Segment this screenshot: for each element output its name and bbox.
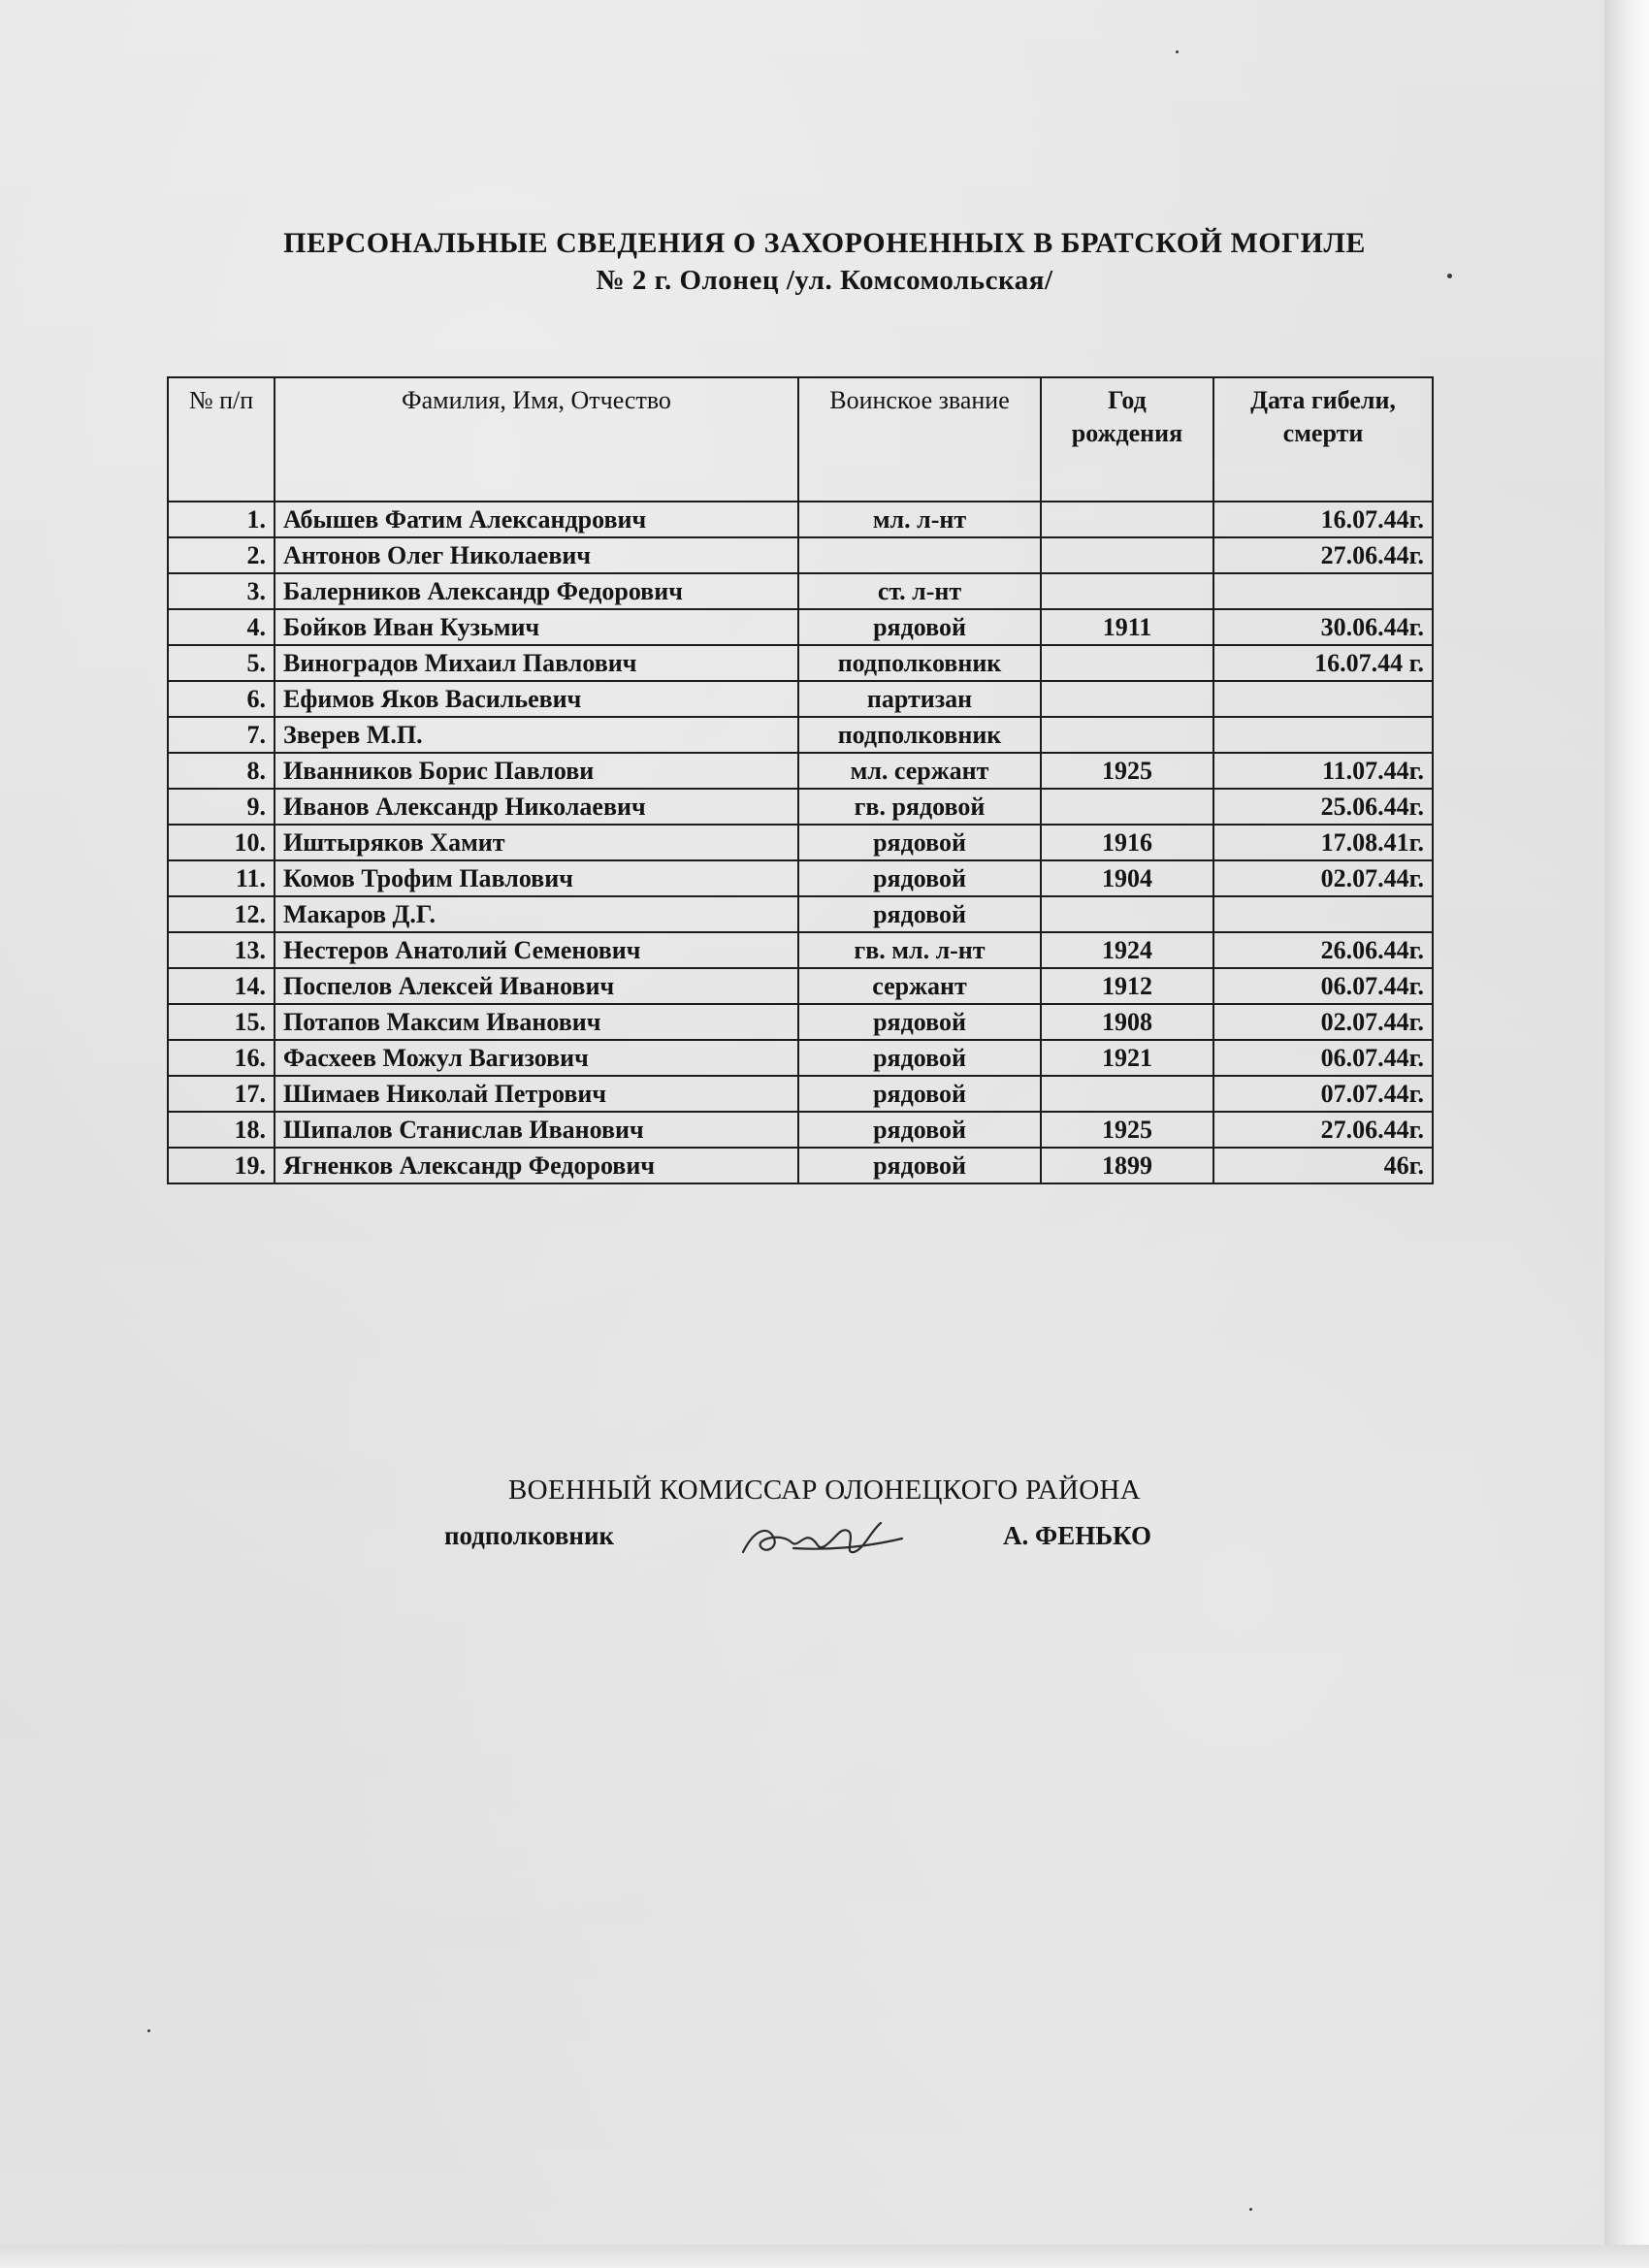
cell-num: 9.	[168, 789, 275, 825]
cell-year	[1041, 645, 1213, 681]
header-death: Дата гибели, смерти	[1213, 377, 1433, 502]
cell-rank: рядовой	[798, 609, 1041, 645]
cell-rank	[798, 537, 1041, 573]
cell-name: Нестеров Анатолий Семенович	[275, 932, 798, 968]
cell-rank: рядовой	[798, 1040, 1041, 1076]
cell-name: Виноградов Михаил Павлович	[275, 645, 798, 681]
cell-year: 1912	[1041, 968, 1213, 1004]
cell-year: 1925	[1041, 1112, 1213, 1148]
cell-rank: гв. рядовой	[798, 789, 1041, 825]
table-header-row	[168, 377, 1433, 502]
table-row	[168, 789, 1433, 825]
cell-rank: сержант	[798, 968, 1041, 1004]
cell-death	[1213, 573, 1433, 609]
cell-death: 02.07.44г.	[1213, 1004, 1433, 1040]
cell-year: 1921	[1041, 1040, 1213, 1076]
header-year: Год рождения	[1041, 377, 1213, 502]
cell-rank: рядовой	[798, 1148, 1041, 1183]
cell-death	[1213, 717, 1433, 753]
scan-edge-right	[1604, 0, 1649, 2268]
cell-num: 16.	[168, 1040, 275, 1076]
cell-num: 10.	[168, 825, 275, 860]
cell-death: 06.07.44г.	[1213, 968, 1433, 1004]
cell-num: 8.	[168, 753, 275, 789]
table-row	[168, 968, 1433, 1004]
table-row	[168, 573, 1433, 609]
cell-death	[1213, 896, 1433, 932]
cell-name: Зверев М.П.	[275, 717, 798, 753]
cell-rank: мл. л-нт	[798, 502, 1041, 537]
cell-death: 16.07.44г.	[1213, 502, 1433, 537]
cell-name: Шипалов Станислав Иванович	[275, 1112, 798, 1148]
header-name: Фамилия, Имя, Отчество	[275, 377, 798, 502]
cell-num: 6.	[168, 681, 275, 717]
cell-rank: подполковник	[798, 645, 1041, 681]
scan-speck	[147, 2029, 150, 2032]
cell-year: 1904	[1041, 860, 1213, 896]
cell-num: 4.	[168, 609, 275, 645]
cell-name: Балерников Александр Федорович	[275, 573, 798, 609]
signature-rank: подполковник	[444, 1521, 615, 1550]
cell-year: 1908	[1041, 1004, 1213, 1040]
scan-speck	[1447, 274, 1452, 278]
cell-death	[1213, 681, 1433, 717]
cell-year	[1041, 1076, 1213, 1112]
cell-death: 27.06.44г.	[1213, 1112, 1433, 1148]
cell-num: 18.	[168, 1112, 275, 1148]
cell-name: Бойков Иван Кузьмич	[275, 609, 798, 645]
table-row	[168, 717, 1433, 753]
title-line-2: № 2 г. Олонец /ул. Комсомольская/	[596, 265, 1053, 296]
table-row	[168, 1004, 1433, 1040]
cell-num: 12.	[168, 896, 275, 932]
header-rank: Воинское звание	[798, 377, 1041, 502]
cell-rank: рядовой	[798, 1004, 1041, 1040]
cell-rank: рядовой	[798, 896, 1041, 932]
table-body	[168, 502, 1433, 1183]
cell-name: Ефимов Яков Васильевич	[275, 681, 798, 717]
cell-year	[1041, 896, 1213, 932]
table-row	[168, 1076, 1433, 1112]
cell-rank: рядовой	[798, 825, 1041, 860]
header-num: № п/п	[168, 377, 275, 502]
cell-year	[1041, 681, 1213, 717]
cell-name: Абышев Фатим Александрович	[275, 502, 798, 537]
cell-num: 1.	[168, 502, 275, 537]
handwritten-signature-icon	[735, 1509, 910, 1568]
cell-year: 1916	[1041, 825, 1213, 860]
cell-year	[1041, 537, 1213, 573]
table-row	[168, 537, 1433, 573]
cell-year	[1041, 573, 1213, 609]
cell-rank: мл. сержант	[798, 753, 1041, 789]
cell-rank: партизан	[798, 681, 1041, 717]
table-row	[168, 1040, 1433, 1076]
burials-table	[167, 376, 1434, 1184]
cell-death: 17.08.41г.	[1213, 825, 1433, 860]
cell-year	[1041, 789, 1213, 825]
cell-num: 5.	[168, 645, 275, 681]
cell-name: Антонов Олег Николаевич	[275, 537, 798, 573]
cell-death: 27.06.44г.	[1213, 537, 1433, 573]
table-row	[168, 609, 1433, 645]
cell-name: Фасхеев Можул Вагизович	[275, 1040, 798, 1076]
cell-rank: рядовой	[798, 1076, 1041, 1112]
cell-name: Иштыряков Хамит	[275, 825, 798, 860]
cell-death: 07.07.44г.	[1213, 1076, 1433, 1112]
cell-rank: рядовой	[798, 1112, 1041, 1148]
cell-num: 17.	[168, 1076, 275, 1112]
cell-num: 15.	[168, 1004, 275, 1040]
cell-death: 06.07.44г.	[1213, 1040, 1433, 1076]
cell-year	[1041, 717, 1213, 753]
cell-num: 3.	[168, 573, 275, 609]
cell-rank: гв. мл. л-нт	[798, 932, 1041, 968]
table-row	[168, 1112, 1433, 1148]
table-row	[168, 860, 1433, 896]
signature-name: А. ФЕНЬКО	[1003, 1521, 1151, 1550]
table-row	[168, 896, 1433, 932]
cell-name: Макаров Д.Г.	[275, 896, 798, 932]
cell-death: 30.06.44г.	[1213, 609, 1433, 645]
title-line-1: ПЕРСОНАЛЬНЫЕ СВЕДЕНИЯ О ЗАХОРОНЕННЫХ В БРАТСКОЙ МОГИЛЕ	[283, 227, 1366, 259]
cell-num: 11.	[168, 860, 275, 896]
cell-year: 1925	[1041, 753, 1213, 789]
cell-name: Потапов Максим Иванович	[275, 1004, 798, 1040]
cell-year: 1911	[1041, 609, 1213, 645]
table-row	[168, 681, 1433, 717]
table-row	[168, 753, 1433, 789]
cell-num: 14.	[168, 968, 275, 1004]
cell-death: 11.07.44г.	[1213, 753, 1433, 789]
cell-death: 02.07.44г.	[1213, 860, 1433, 896]
cell-num: 7.	[168, 717, 275, 753]
cell-num: 2.	[168, 537, 275, 573]
scan-edge-bottom	[0, 2245, 1649, 2268]
cell-year: 1899	[1041, 1148, 1213, 1183]
table-row	[168, 825, 1433, 860]
scan-speck	[1249, 2208, 1252, 2211]
cell-name: Иванов Александр Николаевич	[275, 789, 798, 825]
cell-num: 13.	[168, 932, 275, 968]
scan-speck	[1176, 50, 1179, 53]
table-row	[168, 645, 1433, 681]
cell-year	[1041, 502, 1213, 537]
cell-death: 46г.	[1213, 1148, 1433, 1183]
cell-death: 25.06.44г.	[1213, 789, 1433, 825]
cell-death: 26.06.44г.	[1213, 932, 1433, 968]
signature-title: ВОЕННЫЙ КОМИССАР ОЛОНЕЦКОГО РАЙОНА	[507, 1474, 1142, 1506]
table-row	[168, 1148, 1433, 1183]
cell-name: Шимаев Николай Петрович	[275, 1076, 798, 1112]
cell-name: Иванников Борис Павлови	[275, 753, 798, 789]
cell-name: Ягненков Александр Федорович	[275, 1148, 798, 1183]
cell-num: 19.	[168, 1148, 275, 1183]
cell-name: Комов Трофим Павлович	[275, 860, 798, 896]
cell-year: 1924	[1041, 932, 1213, 968]
cell-death: 16.07.44 г.	[1213, 645, 1433, 681]
cell-name: Поспелов Алексей Иванович	[275, 968, 798, 1004]
cell-rank: рядовой	[798, 860, 1041, 896]
table-row	[168, 502, 1433, 537]
document-title	[0, 225, 1649, 299]
cell-rank: подполковник	[798, 717, 1041, 753]
table-row	[168, 932, 1433, 968]
cell-rank: ст. л-нт	[798, 573, 1041, 609]
